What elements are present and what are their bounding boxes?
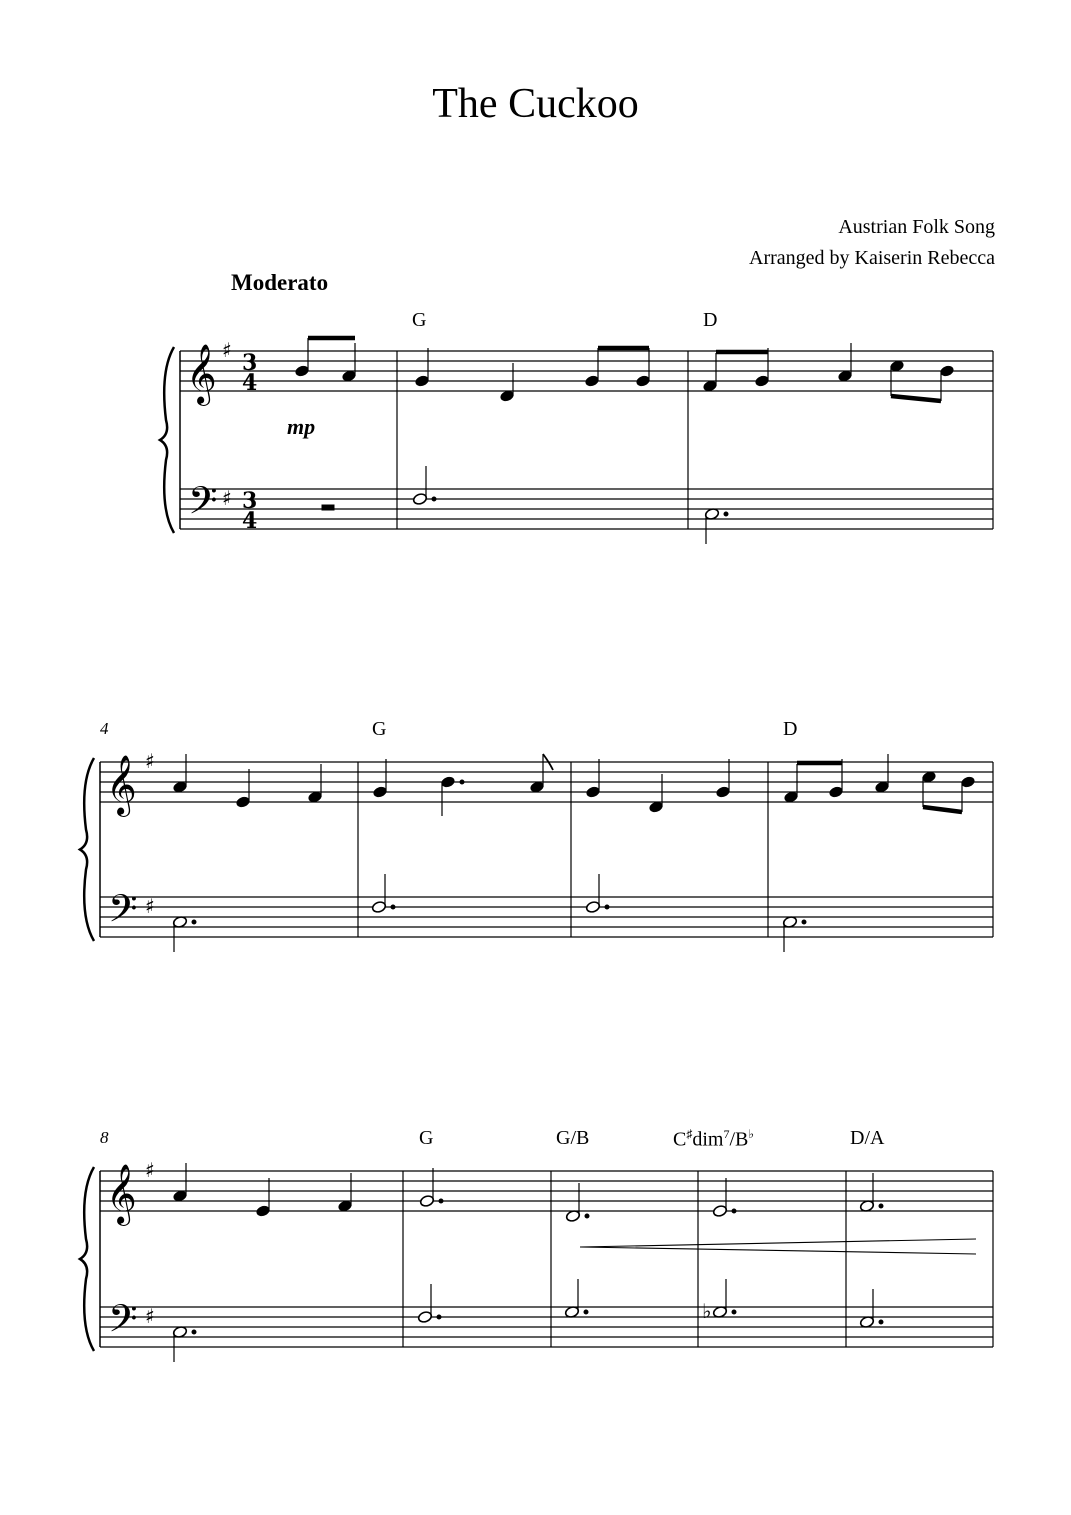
chord-symbol: D	[783, 718, 798, 740]
sharp-icon: ♯	[222, 338, 232, 362]
flat-icon: ♭	[702, 1299, 712, 1323]
notehead	[960, 775, 975, 788]
time-signature-bottom: 4	[242, 370, 258, 396]
page-title: The Cuckoo	[432, 81, 639, 127]
brace	[160, 347, 174, 533]
tempo-marking: Moderato	[231, 270, 329, 295]
beam	[923, 807, 962, 812]
dot	[732, 1209, 736, 1213]
dot	[732, 1310, 736, 1314]
sharp-icon: ♯	[145, 749, 155, 773]
notehead	[754, 374, 769, 387]
dot	[879, 1320, 883, 1324]
brace	[80, 758, 94, 941]
notehead	[371, 900, 386, 913]
notehead	[294, 364, 309, 377]
dot	[802, 920, 806, 924]
dot	[605, 905, 609, 909]
dot	[437, 1315, 441, 1319]
composer-origin: Austrian Folk Song	[838, 216, 995, 238]
notehead	[412, 492, 427, 505]
notehead	[939, 364, 954, 377]
dot	[192, 1330, 196, 1334]
notehead	[715, 785, 730, 798]
notehead	[828, 785, 843, 798]
dot	[391, 905, 395, 909]
chord-symbol: D/A	[850, 1127, 885, 1149]
dot	[585, 1214, 589, 1218]
dot	[879, 1204, 883, 1208]
dot	[432, 497, 436, 501]
treble-clef-icon: 𝄞	[106, 755, 137, 815]
bass-clef-icon: 𝄢	[108, 886, 138, 940]
chord-symbol: G/B	[556, 1127, 590, 1149]
dot	[460, 780, 464, 784]
notehead	[712, 1204, 727, 1217]
measure-number: 8	[100, 1128, 109, 1147]
brace	[80, 1167, 94, 1351]
notehead	[440, 775, 455, 788]
notehead	[417, 1310, 432, 1323]
chord-symbol: G	[419, 1127, 434, 1149]
dot	[192, 920, 196, 924]
sharp-icon: ♯	[145, 1158, 155, 1182]
notehead	[419, 1194, 434, 1207]
notehead	[584, 374, 599, 387]
dot	[439, 1199, 443, 1203]
sharp-icon: ♯	[145, 894, 155, 918]
beam	[891, 396, 941, 401]
dot	[724, 512, 728, 516]
time-signature-top: 3	[242, 488, 258, 514]
treble-clef-icon: 𝄞	[106, 1164, 137, 1224]
chord-symbol: D	[703, 309, 718, 331]
sharp-icon: ♯	[145, 1304, 155, 1328]
notehead	[585, 785, 600, 798]
notehead	[235, 795, 250, 808]
dynamic-marking: mp	[287, 414, 316, 439]
chord-symbol: G	[372, 718, 387, 740]
half-rest	[322, 505, 334, 510]
notehead	[255, 1204, 270, 1217]
treble-clef-icon: 𝄞	[186, 344, 217, 404]
notehead	[585, 900, 600, 913]
notehead	[414, 374, 429, 387]
notehead	[635, 374, 650, 387]
bass-clef-icon: 𝄢	[188, 478, 218, 532]
time-signature-bottom: 4	[242, 508, 258, 534]
dot	[584, 1310, 588, 1314]
measure-number: 4	[100, 719, 109, 738]
chord-symbol: G	[412, 309, 427, 331]
hairpin-line	[580, 1239, 976, 1247]
bass-clef-icon: 𝄢	[108, 1296, 138, 1350]
sharp-icon: ♯	[222, 486, 232, 510]
arranger: Arranged by Kaiserin Rebecca	[749, 247, 995, 269]
hairpin-line	[580, 1247, 976, 1254]
notehead	[372, 785, 387, 798]
time-signature-top: 3	[242, 350, 258, 376]
chord-symbol-c-sharp-dim7: C♯dim$^7$/B♭	[673, 1127, 755, 1151]
